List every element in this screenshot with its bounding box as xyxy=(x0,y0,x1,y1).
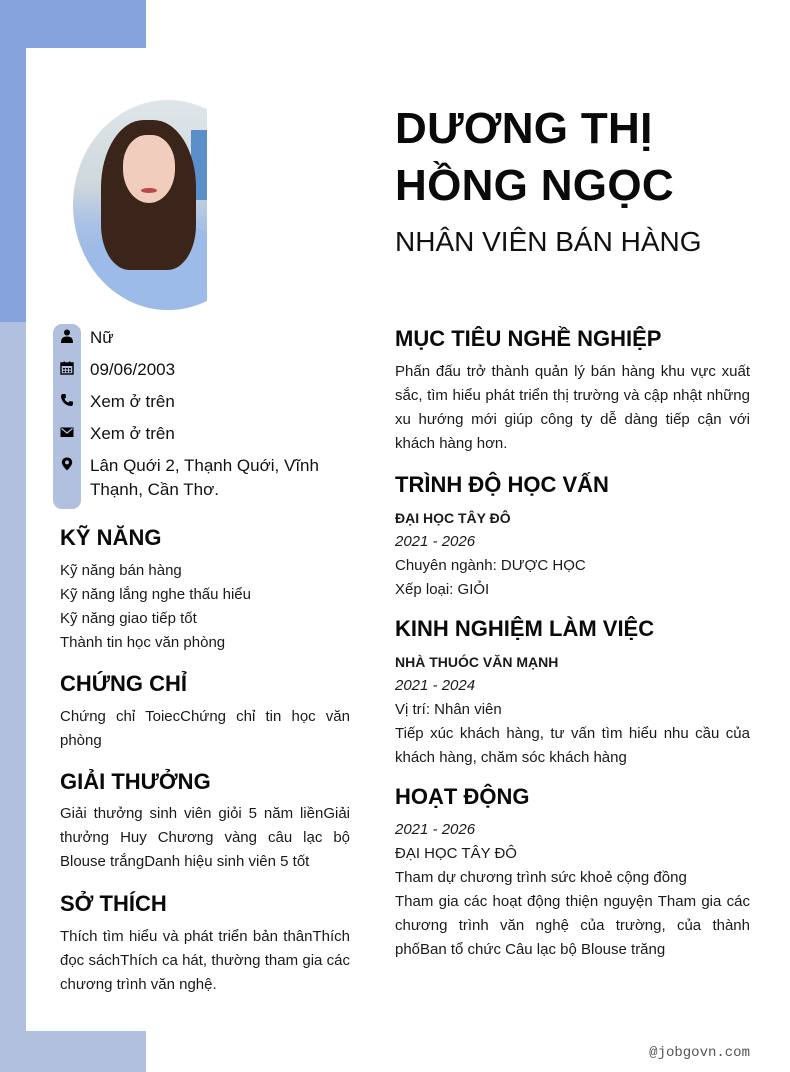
objective-text: Phấn đấu trở thành quản lý bán hàng khu vực xuất sắc, tìm hiểu phát triển thị trường và cập nhật những xu hướng mới giúp công ty dễ dàng tiếp cận với khách hàng hơn. xyxy=(395,363,750,452)
contact-address xyxy=(53,454,353,502)
skills-list xyxy=(60,559,350,655)
skills-title: KỸ NĂNG xyxy=(60,525,162,550)
name-line-2: HỒNG NGỌC xyxy=(395,161,674,210)
experience-company: NHÀ THUÓC VĂN MẠNH xyxy=(395,654,559,670)
birthday-value: 09/06/2003 xyxy=(90,360,176,379)
address-value: Lân Quới 2, Thạnh Quới, Vĩnh Thạnh, Cần Thơ. xyxy=(90,456,319,499)
experience-description: Tiếp xúc khách hàng, tư vấn tìm hiểu nhu cầu của khách hàng, chăm sóc khách hàng xyxy=(395,725,750,766)
decor-band-top xyxy=(0,0,146,48)
candidate-name xyxy=(395,100,775,214)
contact-phone xyxy=(53,390,353,414)
email-value: Xem ở trên xyxy=(90,424,175,443)
phone-value: Xem ở trên xyxy=(90,392,175,411)
phone-icon xyxy=(53,390,81,410)
decor-band-bottom xyxy=(0,1031,146,1072)
name-line-1: DƯƠNG THỊ xyxy=(395,104,653,153)
education-school: ĐẠI HỌC TÂY ĐÔ xyxy=(395,510,511,526)
activities-line-2: Tham gia các hoạt động thiện nguyện Tham gia các chương trình văn nghệ của trường, của thành phốBan tổ chức Câu lạc bộ Blouse trăng xyxy=(395,893,750,958)
education-major: Chuyên ngành: DƯỢC HỌC xyxy=(395,557,586,574)
decor-band-left-bottom xyxy=(0,322,26,1072)
activities-line-1: Tham dự chương trình sức khoẻ cộng đồng xyxy=(395,869,687,886)
education-rank: Xếp loại: GIỎI xyxy=(395,581,490,598)
awards-title: GIẢI THƯỞNG xyxy=(60,769,211,794)
profile-photo xyxy=(73,100,207,310)
job-title: NHÂN VIÊN BÁN HÀNG xyxy=(395,226,702,257)
experience-position: Vị trí: Nhân viên xyxy=(395,701,502,718)
skill-item: Kỹ năng lắng nghe thấu hiểu xyxy=(60,586,251,603)
contact-email xyxy=(53,422,353,446)
watermark: @jobgovn.com xyxy=(649,1045,750,1061)
experience-block xyxy=(395,650,750,770)
experience-period: 2021 - 2024 xyxy=(395,677,476,694)
skill-item: Thành tin học văn phòng xyxy=(60,634,226,651)
contact-birthday xyxy=(53,358,353,382)
activities-block xyxy=(395,818,750,962)
activities-period: 2021 - 2026 xyxy=(395,821,476,838)
gender-value: Nữ xyxy=(90,328,114,347)
mail-icon xyxy=(53,422,81,442)
activities-title: HOẠT ĐỘNG xyxy=(395,784,530,809)
person-icon xyxy=(53,326,81,346)
certificates-title: CHỨNG CHỈ xyxy=(60,671,188,696)
decor-band-left-top xyxy=(0,48,26,322)
skill-item: Kỹ năng bán hàng xyxy=(60,562,182,579)
activities-org: ĐẠI HỌC TÂY ĐÔ xyxy=(395,845,517,862)
hobbies-text: Thích tìm hiểu và phát triển bản thânThích đọc sáchThích ca hát, thường tham gia các chương trình văn nghệ. xyxy=(60,928,350,993)
calendar-icon xyxy=(53,358,81,378)
experience-title: KINH NGHIỆM LÀM VIỆC xyxy=(395,616,655,641)
awards-text: Giải thưởng sinh viên giỏi 5 năm liềnGiải thưởng Huy Chương vàng câu lạc bộ Blouse trắngDanh hiệu sinh viên 5 tốt xyxy=(60,805,350,870)
contact-gender xyxy=(53,326,353,350)
certificates-text: Chứng chỉ ToiecChứng chỉ tin học văn phòng xyxy=(60,708,350,749)
education-block xyxy=(395,506,750,602)
education-title: TRÌNH ĐỘ HỌC VẤN xyxy=(395,472,609,497)
skill-item: Kỹ năng giao tiếp tốt xyxy=(60,610,197,627)
education-period: 2021 - 2026 xyxy=(395,533,476,550)
hobbies-title: SỞ THÍCH xyxy=(60,891,167,916)
location-icon xyxy=(53,454,81,474)
objective-title: MỤC TIÊU NGHỀ NGHIỆP xyxy=(395,326,662,351)
